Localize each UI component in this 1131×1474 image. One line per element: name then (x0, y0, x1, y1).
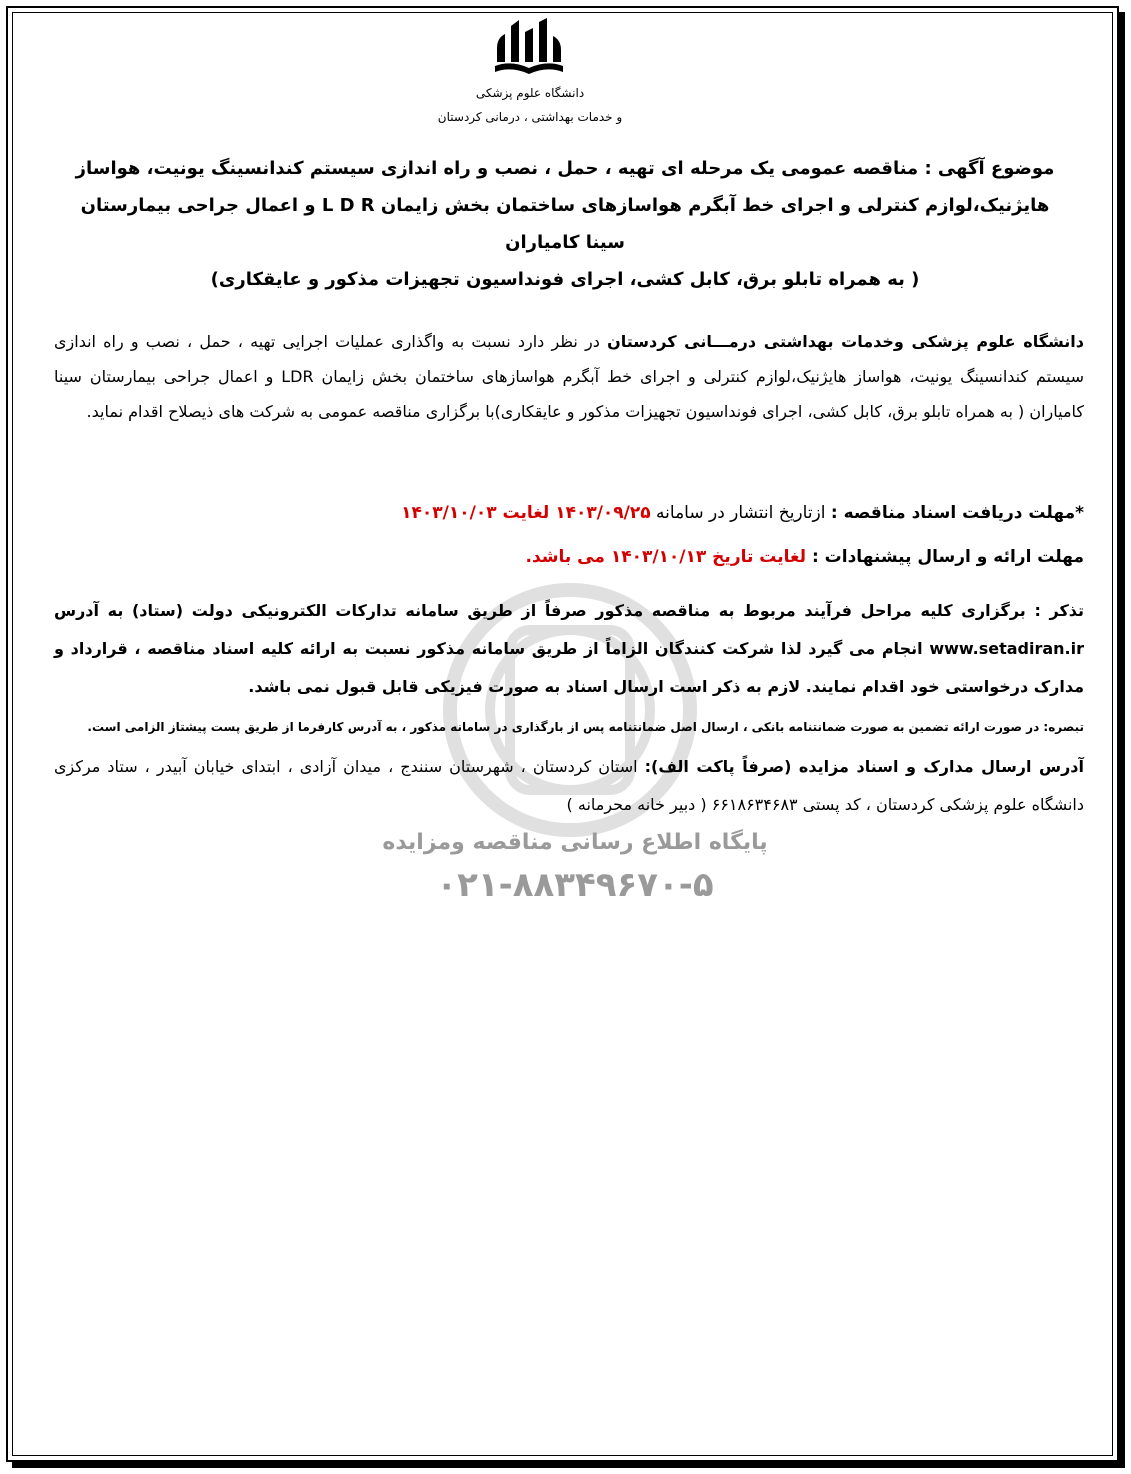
address-text: استان کردستان ، شهرستان سنندج ، میدان آزادی ، ابتدای خیابان آبیدر ، ستاد مرکزی دانشگاه علوم پزشکی کردستان ، کد پستی ۶۶۱۸۶۳۴۶۸۳ ( دبیر خانه محرمانه ) (54, 757, 1084, 814)
guarantee-note: تبصره: در صورت ارائه تضمین به صورت ضمانتنامه بانکی ، ارسال اصل ضمانتنامه پس از بارگذاری در سامانه مذکور ، به آدرس کارفرما از طریق پست پیشتاز الزامی است. (87, 720, 1084, 734)
frame-shadow-bottom (12, 1462, 1125, 1468)
subject-line2: هایژنیک،لوازم کنترلی و اجرای خط آبگرم هواسازهای ساختمان بخش زایمان L D R و اعمال جراحی بیمارستان سینا کامیاران (80, 195, 1050, 253)
subject-line3: ( به همراه تابلو برق، کابل کشی، اجرای فونداسیون تجهیزات مذکور و عایقکاری) (210, 269, 920, 290)
deadline-offers-label: مهلت ارائه و ارسال پیشنهادات : (811, 547, 1084, 567)
note-paragraph: تذکر : برگزاری کلیه مراحل فرآیند مربوط به مناقصه مذکور صرفاً از طریق سامانه تدارکات الکترونیکی دولت (ستاد) به آدرس www.setadiran.ir انجام می گیرد لذا شرکت کنندگان الزاماً از طریق سامانه مذکور نسبت به ارائه کلیه اسناد مناقصه ، قرارداد و مدارک درخواستی خود اقدام نمایند. لازم به ذکر است ارسال اسناد به صورت فیزیکی قابل قبول نمی باشد. (54, 601, 1084, 696)
org-name-line2: و خدمات بهداشتی ، درمانی کردستان (437, 110, 623, 124)
intro-paragraph (54, 324, 1084, 429)
deadline-documents-label: *مهلت دریافت اسناد مناقصه : (830, 503, 1084, 523)
watermark-text: پایگاه اطلاع رسانی مناقصه ومزایده (382, 830, 768, 855)
deadline-documents-dates: ۱۴۰۳/۰۹/۲۵ لغایت ۱۴۰۳/۱۰/۰۳ (401, 503, 651, 523)
intro-org-name: دانشگاه علوم پزشکی وخدمات بهداشتی درمـــانی کردستان (607, 332, 1085, 351)
org-name-line1: دانشگاه علوم پزشکی (475, 86, 585, 100)
deadline-offers (526, 547, 1085, 567)
notice-subject (60, 150, 1070, 298)
subject-line1: موضوع آگهی : مناقصه عمومی یک مرحله ای تهیه ، حمل ، نصب و راه اندازی سیستم کندانسینگ یونیت، هواساز (75, 158, 1055, 179)
frame-shadow-right (1119, 12, 1125, 1468)
deadline-documents-text: ازتاریخ انتشار در سامانه (650, 503, 831, 523)
university-logo-icon (493, 18, 565, 78)
watermark-phone: ۰۲۱-۸۸۳۴۹۶۷۰-۵ (436, 865, 714, 905)
address-label: آدرس ارسال مدارک و اسناد مزایده (صرفاً پاکت الف): (644, 757, 1084, 776)
address-paragraph (54, 748, 1084, 824)
deadline-offers-dates: لغایت تاریخ ۱۴۰۳/۱۰/۱۳ می باشد. (525, 547, 812, 567)
intro-text: در نظر دارد نسبت به واگذاری عملیات اجرایی تهیه ، حمل ، نصب و راه اندازی سیستم کندانسینگ یونیت، هواساز هایژنیک،لوازم کنترلی و اجرای خط آبگرم هواسازهای ساختمان بخش زایمان LDR و اعمال جراحی بیمارستان سینا کامیاران ( به همراه تابلو برق، کابل کشی، اجرای فونداسیون تجهیزات مذکور و عایقکاری)با برگزاری مناقصه عمومی به شرکت های ذیصلاح اقدام نماید. (54, 332, 1084, 421)
deadline-documents (401, 503, 1084, 523)
